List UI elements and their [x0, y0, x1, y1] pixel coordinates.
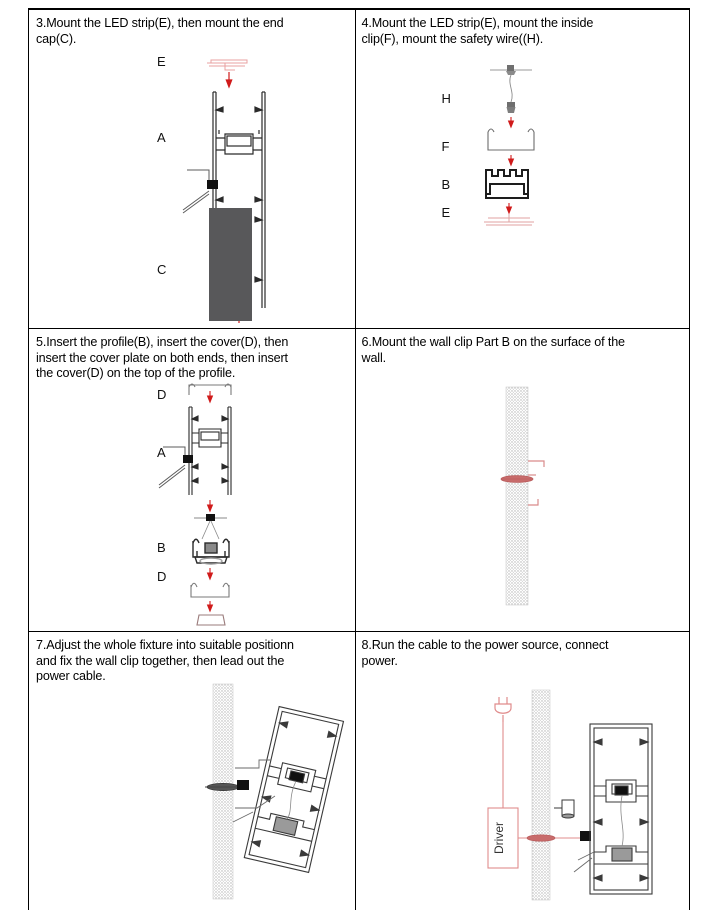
caption-line: insert the cover plate on both ends, then insert	[36, 350, 288, 365]
fixture-installed-diagram	[179, 684, 356, 904]
callout-leader-line	[574, 852, 594, 872]
wall-section	[532, 690, 550, 900]
caption-line: 3.Mount the LED strip(E), then mount the end	[36, 16, 284, 30]
profile-part	[486, 170, 528, 198]
fixture-assembly-part	[590, 724, 652, 894]
label-E: E	[157, 54, 166, 69]
wire-hanger-part	[194, 514, 227, 539]
caption-line: power cable.	[36, 669, 106, 683]
panel-step-3	[29, 10, 356, 328]
label-C: C	[157, 262, 167, 277]
label-E: E	[441, 205, 451, 220]
wall-clip-mount-diagram	[466, 387, 586, 617]
stacked-assembly-diagram	[181, 381, 291, 621]
caption-line: and fix the wall clip together, then lead out the	[36, 653, 285, 668]
fixture-assembly-part	[244, 707, 343, 873]
callout-leader-line	[183, 170, 209, 213]
exploded-assembly-diagram	[476, 62, 586, 232]
assembly-arrow-icon	[208, 500, 213, 511]
aluminium-profile-part	[189, 407, 231, 495]
caption-line: 6.Mount the wall clip Part B on the surface of the	[361, 335, 625, 349]
wall-section	[506, 387, 528, 605]
caption-line: 4.Mount the LED strip(E), mount the inside	[361, 16, 594, 30]
wall-pass-through	[527, 835, 555, 841]
label-A: A	[157, 130, 166, 145]
assembly-arrow-icon	[508, 117, 513, 127]
wall-section	[213, 684, 233, 899]
panel-step-8	[356, 632, 690, 910]
figure-step-8	[356, 632, 690, 910]
inside-clip-part	[488, 129, 534, 150]
cover-part-bottom	[191, 583, 229, 597]
figure-step-3	[29, 10, 355, 328]
label-B: B	[441, 177, 451, 192]
plug-icon	[495, 697, 511, 722]
caption-line: the cover(D) on the top of the profile.	[36, 366, 236, 380]
caption-line: 5.Insert the profile(B), insert the cover(D), then	[36, 335, 289, 349]
assembly-arrow-icon	[506, 203, 511, 213]
figure-step-7	[29, 632, 355, 910]
led-strip-part	[484, 214, 534, 225]
label-D-top: D	[157, 387, 167, 402]
caption-line: 8.Run the cable to the power source, connect	[361, 638, 609, 652]
caption-line: cap(C).	[36, 31, 77, 46]
assembly-arrow-icon	[208, 601, 213, 611]
table-row	[29, 632, 689, 910]
end-cap-part	[209, 208, 252, 321]
table-row	[29, 329, 689, 632]
panel-step-6	[356, 329, 690, 631]
assembly-arrow-icon	[208, 568, 213, 579]
label-B: B	[157, 540, 166, 555]
figure-step-4	[356, 10, 690, 328]
driver-label: Driver	[491, 822, 506, 854]
led-strip-part	[207, 60, 247, 70]
assembly-arrow-icon	[226, 72, 231, 87]
label-H: H	[441, 91, 451, 106]
fixing-screw-node	[207, 180, 218, 189]
assembly-arrow-icon	[208, 391, 213, 402]
fixing-screw-node	[183, 455, 193, 463]
caption-line: wall.	[361, 350, 386, 365]
safety-wire-part	[490, 65, 532, 113]
wall-clip-part	[528, 461, 544, 505]
base-plate-part	[197, 615, 225, 625]
bracket-node	[237, 780, 249, 790]
figure-step-5	[29, 329, 355, 631]
panel-step-5	[29, 329, 356, 631]
panel-step-7	[29, 632, 356, 910]
caption-line: power.	[361, 653, 398, 668]
power-connection-diagram	[466, 682, 666, 907]
wall-clip-part	[193, 539, 229, 564]
panel-step-4	[356, 10, 690, 328]
table-row	[29, 10, 689, 329]
assembly-arrow-icon	[508, 155, 513, 165]
label-D-bottom: D	[157, 569, 167, 584]
caption-line: 7.Adjust the whole fixture into suitable positionn	[36, 638, 294, 652]
instruction-table	[28, 8, 690, 910]
caption-line: clip(F), mount the safety wire((H).	[361, 31, 544, 46]
figure-step-6	[356, 329, 690, 631]
bracket-node	[580, 831, 591, 841]
label-A: A	[157, 445, 166, 460]
mount-bracket-part	[554, 800, 574, 818]
label-F: F	[441, 139, 450, 154]
